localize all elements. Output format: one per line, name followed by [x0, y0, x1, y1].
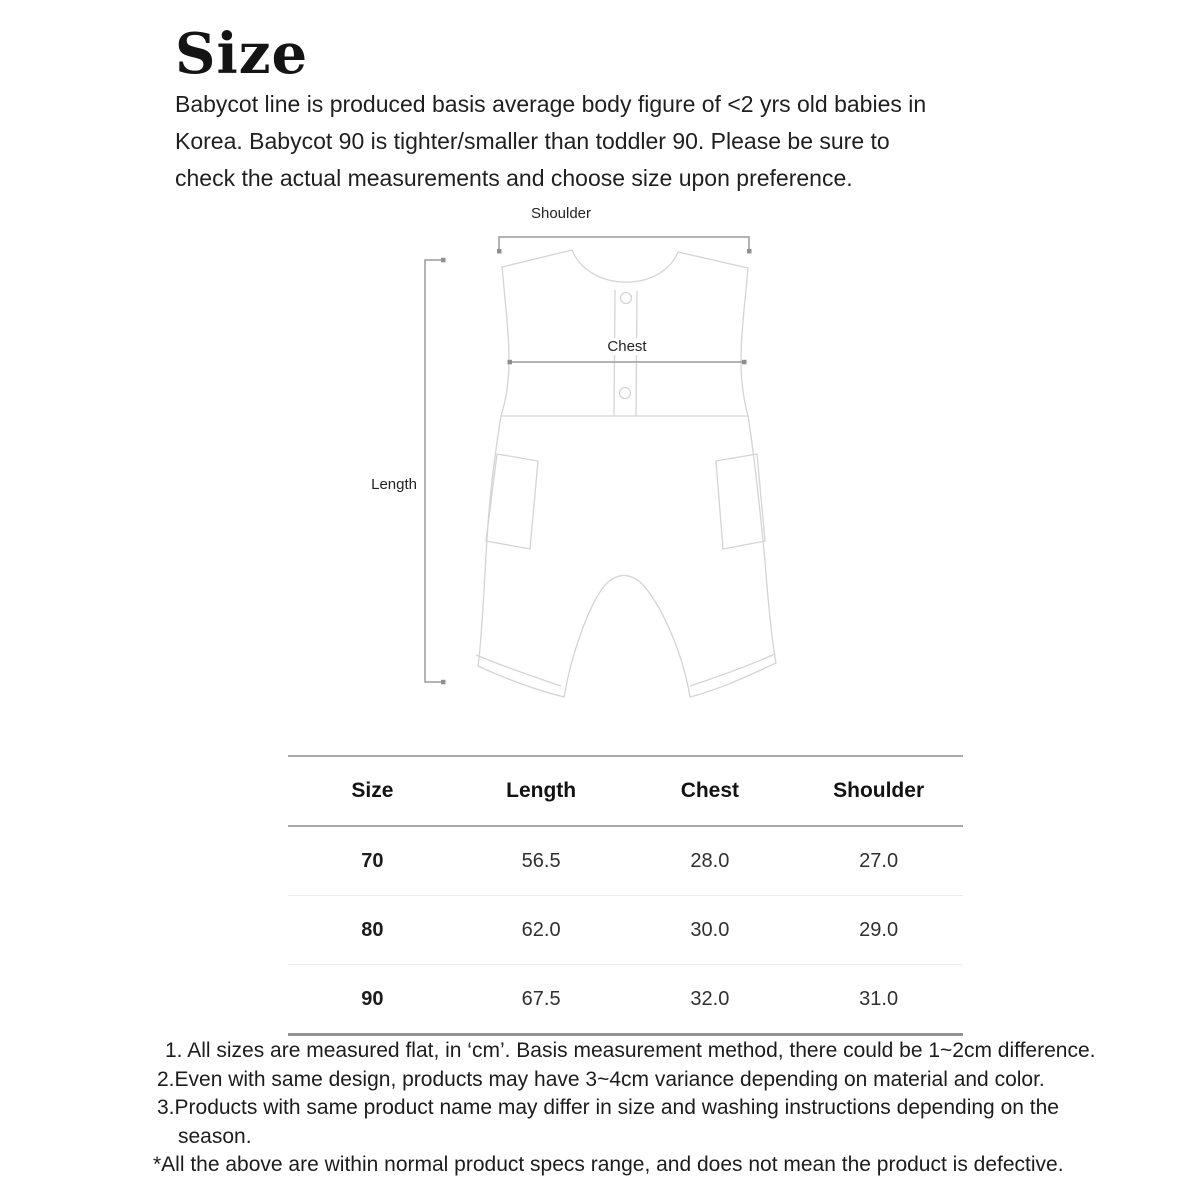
description-line: check the actual measurements and choose size upon preference. — [175, 165, 853, 191]
column-header-chest: Chest — [680, 779, 740, 802]
note-line: 2.Even with same design, products may have 3~4cm variance depending on material and color. — [157, 1067, 1045, 1091]
table-cell: 30.0 — [690, 918, 730, 941]
column-header-shoulder: Shoulder — [833, 779, 925, 802]
pocket-right — [716, 454, 765, 549]
page-title: Size — [175, 21, 309, 87]
size-notes — [0, 1037, 1200, 1180]
length-measure-line — [425, 260, 443, 682]
shoulder-label: Shoulder — [521, 205, 601, 222]
column-header-size: Size — [351, 779, 394, 802]
garment-outline — [476, 250, 776, 697]
table-cell: 90 — [361, 987, 384, 1010]
size-table — [288, 755, 963, 1036]
chest-label: Chest — [584, 338, 670, 355]
table-cell: 32.0 — [690, 987, 730, 1010]
table-cell: 31.0 — [859, 987, 899, 1010]
description-line: Babycot line is produced basis average body figure of <2 yrs old babies in — [175, 91, 927, 117]
table-cell: 67.5 — [521, 987, 561, 1010]
table-cell: 27.0 — [859, 849, 899, 872]
size-table-header — [288, 757, 963, 827]
column-header-length: Length — [506, 779, 577, 802]
length-label: Length — [352, 476, 417, 493]
shoulder-measure-line — [499, 237, 749, 251]
table-cell: 80 — [361, 918, 384, 941]
button-bottom — [620, 388, 631, 399]
note-line: *All the above are within normal product specs range, and does not mean the product is defective. — [153, 1153, 1064, 1176]
description-line: Korea. Babycot 90 is tighter/smaller than toddler 90. Please be sure to — [175, 128, 890, 154]
table-row — [288, 965, 963, 1033]
table-row — [288, 896, 963, 965]
button-top — [621, 293, 632, 304]
note-line: 3.Products with same product name may differ in size and washing instructions depending on the — [157, 1096, 1059, 1119]
table-cell: 56.5 — [521, 849, 561, 872]
note-line: 1. All sizes are measured flat, in ‘cm’. Basis measurement method, there could be 1~2cm difference. — [165, 1039, 1096, 1062]
measure-dots — [441, 249, 752, 684]
table-cell: 29.0 — [859, 918, 899, 941]
table-cell: 70 — [361, 849, 384, 872]
table-cell: 28.0 — [690, 849, 730, 872]
table-row — [288, 827, 963, 896]
table-cell: 62.0 — [521, 918, 561, 941]
note-line: season. — [178, 1124, 252, 1148]
measure-lines — [425, 237, 749, 682]
